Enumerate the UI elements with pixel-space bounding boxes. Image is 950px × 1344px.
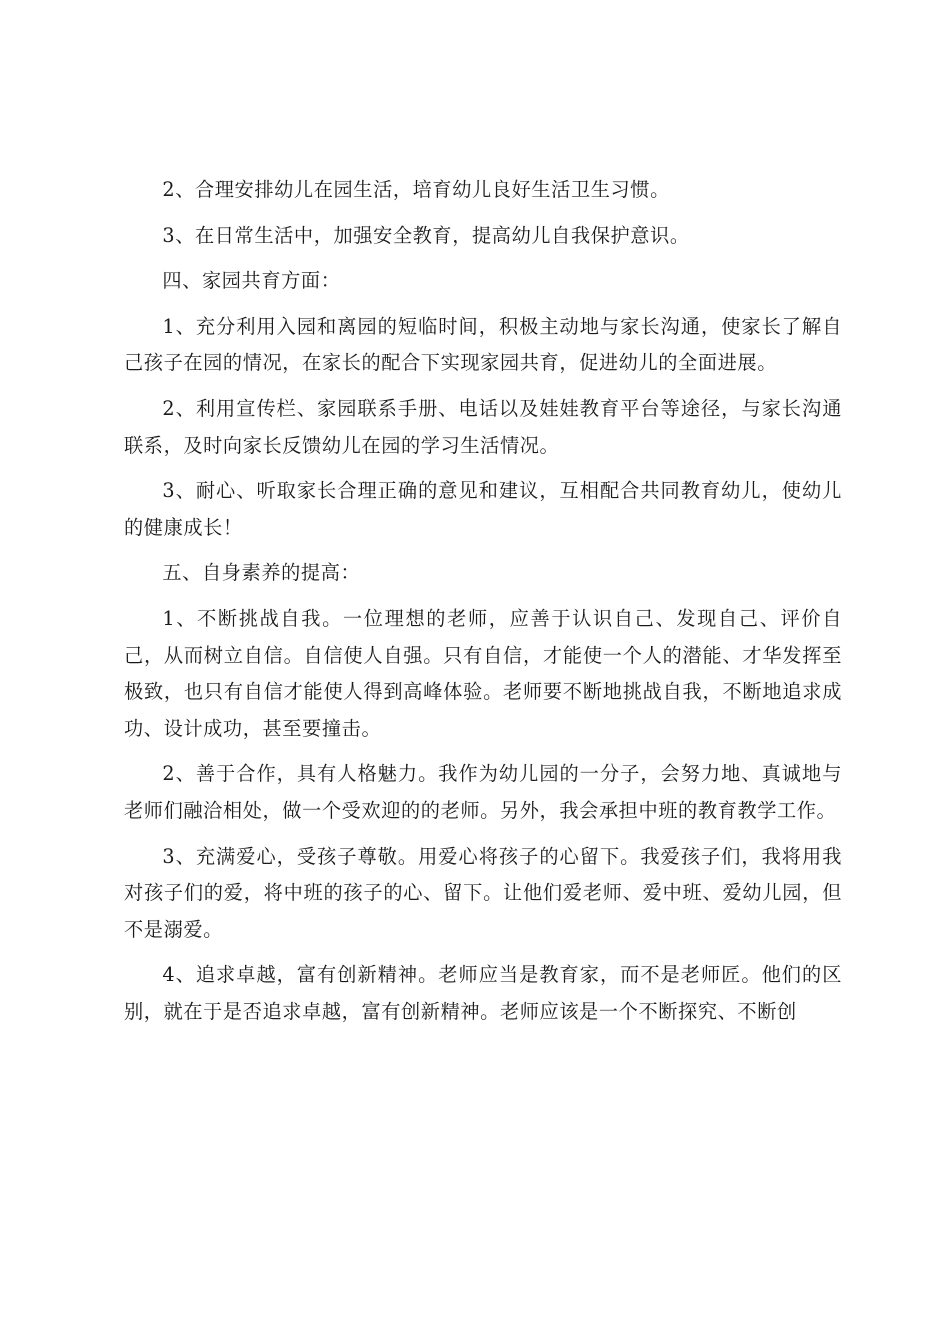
paragraph-2: 3、在日常生活中，加强安全教育，提高幼儿自我保护意识。 — [162, 223, 690, 247]
paragraph-4: 1、充分利用入园和离园的短临时间，积极主动地与家长沟通，使家长了解自己孩子在园的情况，在家长的配合下实现家园共育，促进幼儿的全面进展。 — [124, 314, 842, 375]
paragraph-11: 4、追求卓越，富有创新精神。老师应当是教育家，而不是老师匠。他们的区别，就在于是否追求卓越，富有创新精神。老师应该是一个不断探究、不断创 — [124, 963, 842, 1023]
paragraph-1: 2、合理安排幼儿在园生活，培育幼儿良好生活卫生习惯。 — [162, 178, 670, 201]
paragraph-10: 3、充满爱心，受孩子尊敬。用爱心将孩子的心留下。我爱孩子们，我将用我对孩子们的爱，将中班的孩子的心、留下。让他们爱老师、爱中班、爱幼儿园，但不是溺爱。 — [124, 844, 842, 941]
section-heading-self-improvement: 五、自身素养的提高： — [162, 561, 361, 585]
paragraph-6: 3、耐心、听取家长合理正确的意见和建议，互相配合共同教育幼儿，使幼儿的健康成长！ — [124, 479, 842, 539]
paragraph-9: 2、善于合作，具有人格魅力。我作为幼儿园的一分子，会努力地、真诚地与老师们融洽相处，做一个受欢迎的的老师。另外，我会承担中班的教育教学工作。 — [124, 762, 842, 822]
paragraph-8: 1、不断挑战自我。一位理想的老师，应善于认识自己、发现自己、评价自己，从而树立自信。自信使人自强。只有自信，才能使一个人的潜能、才华发挥至极致，也只有自信才能使人得到高峰体验。老师要不断地挑战自我，不断地追求成功、设计成功，甚至要撞击。 — [124, 606, 842, 740]
document-body — [124, 172, 842, 1039]
section-heading-home-school: 四、家园共育方面： — [162, 269, 341, 293]
paragraph-5: 2、利用宣传栏、家园联系手册、电话以及娃娃教育平台等途径，与家长沟通联系，及时向家长反馈幼儿在园的学习生活情况。 — [124, 396, 842, 457]
